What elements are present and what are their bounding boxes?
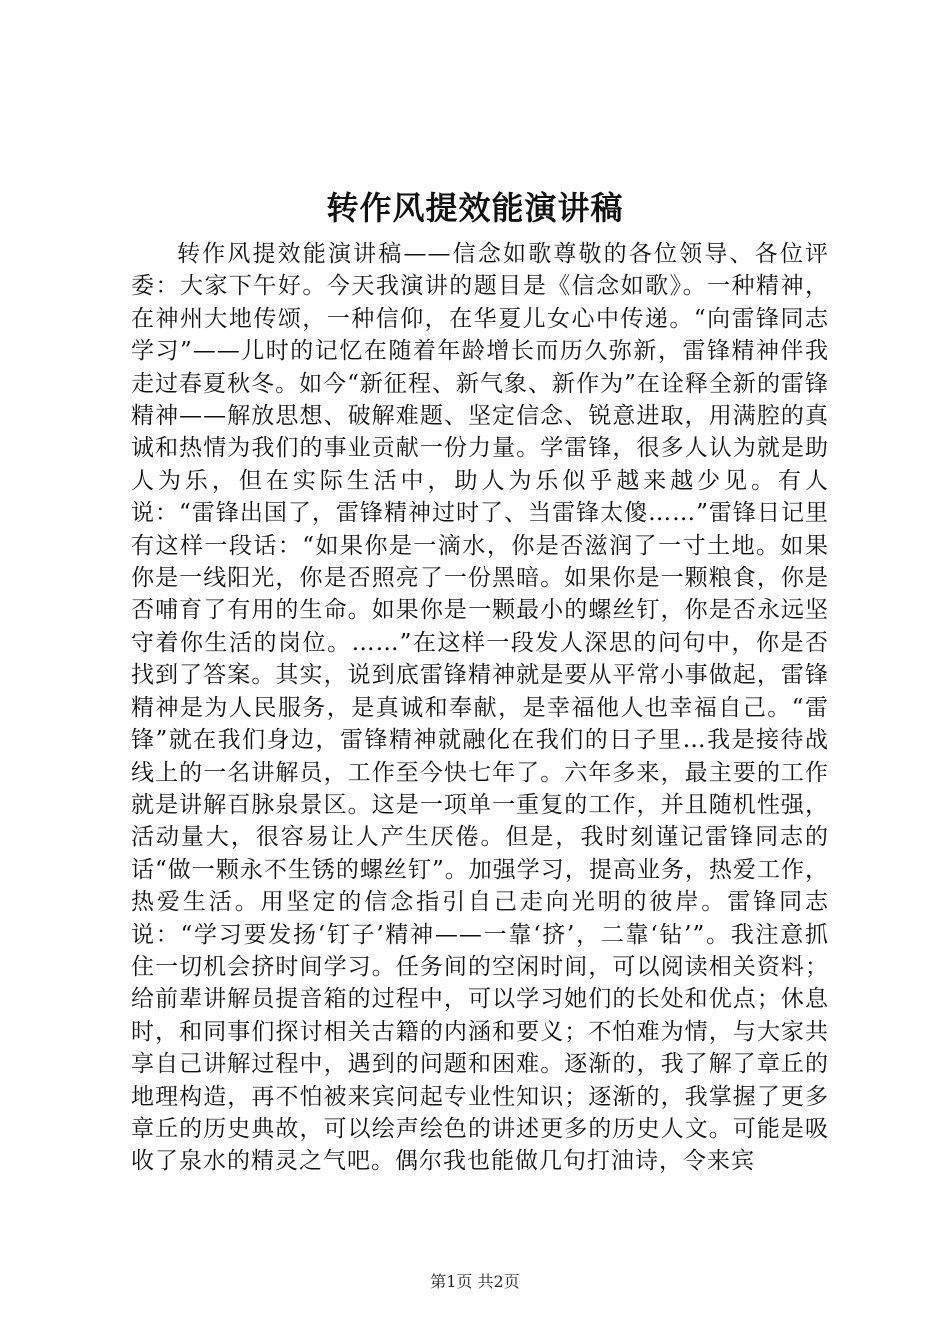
document-body-paragraph: 转作风提效能演讲稿——信念如歌尊敬的各位领导、各位评委：大家下午好。今天我演讲的题目是《信念如歌》。一种精神，在神州大地传颂，一种信仰，在华夏儿女心中传递。“向雷锋同志学习”——儿时的记忆在随着年龄增长而历久弥新，雷锋精神伴我走过春夏秋冬。如今“新征程、新气象、新作为”在诠释全新的雷锋精神——解放思想、破解难题、坚定信念、锐意进取，用满腔的真诚和热情为我们的事业贡献一份力量。学雷锋，很多人认为就是助人为乐，但在实际生活中，助人为乐似乎越来越少见。有人说：“雷锋出国了，雷锋精神过时了、当雷锋太傻……”雷锋日记里有这样一段话：“如果你是一滴水，你是否滋润了一寸土地。如果你是一线阳光，你是否照亮了一份黑暗。如果你是一颗粮食，你是否哺育了有用的生命。如果你是一颗最小的螺丝钉，你是否永远坚守着你生活的岗位。……”在这样一段发人深思的问句中，你是否找到了答案。其实，说到底雷锋精神就是要从平常小事做起，雷锋精神是为人民服务，是真诚和奉献，是幸福他人也幸福自己。“雷锋”就在我们身边，雷锋精神就融化在我们的日子里…我是接待战线上的一名讲解员，工作至今快七年了。六年多来，最主要的工作就是讲解百脉泉景区。这是一项单一重复的工作，并且随机性强，活动量大，很容易让人产生厌倦。但是，我时刻谨记雷锋同志的话“做一颗永不生锈的螺丝钉”。加强学习，提高业务，热爱工作，热爱生活。用坚定的信念指引自己走向光明的彼岸。雷锋同志说：“学习要发扬‘钉子’精神——一靠‘挤’，二靠‘钻’”。我注意抓住一切机会挤时间学习。任务间的空闲时间，可以阅读相关资料；给前辈讲解员提音箱的过程中，可以学习她们的长处和优点；休息时，和同事们探讨相关古籍的内涵和要义；不怕难为情，与大家共享自己讲解过程中，遇到的问题和困难。逐渐的，我了解了章丘的地理构造，再不怕被来宾问起专业性知识；逐渐的，我掌握了更多章丘的历史典故，可以绘声绘色的讲述更多的历史人文。可能是吸收了泉水的精灵之气吧。偶尔我也能做几句打油诗，令来宾 [131, 241, 829, 1175]
document-title: 转作风提效能演讲稿 [326, 189, 624, 227]
page-number-footer: 第1页 共2页 [430, 1272, 520, 1291]
